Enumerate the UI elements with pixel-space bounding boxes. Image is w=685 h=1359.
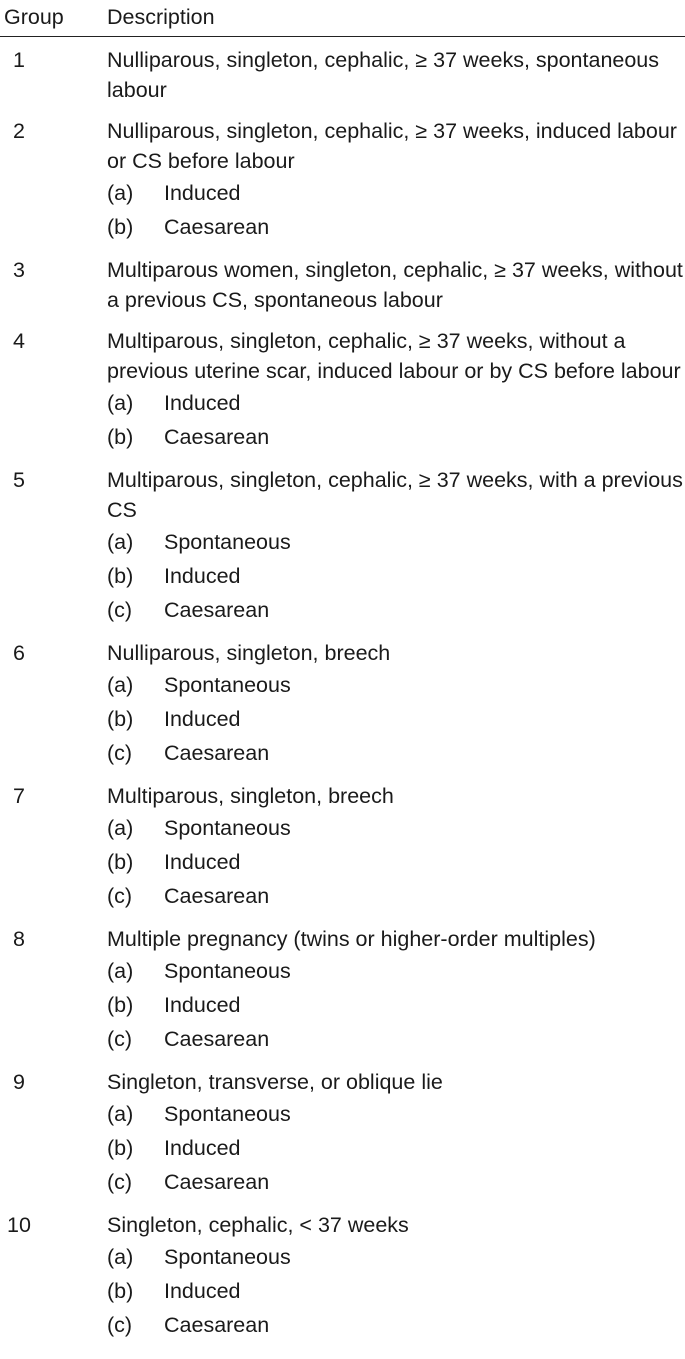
subgroup-label: Caesarean xyxy=(164,1170,270,1194)
subgroup-item xyxy=(107,879,683,913)
subgroup-item xyxy=(107,1308,683,1342)
table-row xyxy=(0,1067,685,1199)
group-number: 3 xyxy=(13,258,25,282)
subgroup-label: Spontaneous xyxy=(164,816,291,840)
subgroup-label: Induced xyxy=(164,564,241,588)
subgroup-label: Spontaneous xyxy=(164,530,291,554)
group-description: Nulliparous, singleton, cephalic, ≥ 37 weeks, spontaneous labour xyxy=(107,48,660,102)
group-description: Multiparous, singleton, breech xyxy=(107,784,394,808)
subgroup-label: Induced xyxy=(164,707,241,731)
group-description: Singleton, cephalic, < 37 weeks xyxy=(107,1213,409,1237)
table-row xyxy=(0,781,685,913)
subgroup-item xyxy=(107,736,683,770)
group-number: 2 xyxy=(13,119,25,143)
table-row xyxy=(0,255,685,315)
subgroup-letter: (a) xyxy=(107,959,134,983)
subgroup-letter: (a) xyxy=(107,1245,134,1269)
subgroup-letter: (c) xyxy=(107,1313,133,1337)
table-row xyxy=(0,45,685,105)
table-row xyxy=(0,326,685,454)
subgroup-letter: (a) xyxy=(107,816,134,840)
subgroup-item xyxy=(107,811,683,845)
subgroup-item xyxy=(107,954,683,988)
group-number: 6 xyxy=(13,641,25,665)
subgroup-label: Caesarean xyxy=(164,884,270,908)
group-column-header: Group xyxy=(4,5,64,29)
subgroup-label: Induced xyxy=(164,850,241,874)
group-description: Nulliparous, singleton, cephalic, ≥ 37 weeks, induced labour or CS before labour xyxy=(107,119,677,173)
subgroup-label: Induced xyxy=(164,181,241,205)
subgroup-label: Caesarean xyxy=(164,1313,270,1337)
subgroup-item xyxy=(107,845,683,879)
subgroup-item xyxy=(107,1240,683,1274)
group-description: Singleton, transverse, or oblique lie xyxy=(107,1070,443,1094)
subgroup-item xyxy=(107,176,683,210)
subgroup-letter: (c) xyxy=(107,1170,133,1194)
subgroup-letter: (b) xyxy=(107,993,134,1017)
subgroup-letter: (c) xyxy=(107,741,133,765)
group-number: 4 xyxy=(13,329,25,353)
subgroup-item xyxy=(107,1274,683,1308)
subgroup-letter: (b) xyxy=(107,707,134,731)
subgroup-item xyxy=(107,1097,683,1131)
subgroup-item xyxy=(107,988,683,1022)
group-description: Multiparous, singleton, cephalic, ≥ 37 weeks, with a previous CS xyxy=(107,468,683,522)
subgroup-item xyxy=(107,1165,683,1199)
subgroup-label: Spontaneous xyxy=(164,673,291,697)
table-row xyxy=(0,924,685,1056)
subgroup-letter: (b) xyxy=(107,425,134,449)
subgroup-label: Spontaneous xyxy=(164,1245,291,1269)
subgroup-item xyxy=(107,420,683,454)
subgroup-label: Caesarean xyxy=(164,598,270,622)
subgroup-item xyxy=(107,1131,683,1165)
subgroup-letter: (b) xyxy=(107,1136,134,1160)
group-description: Nulliparous, singleton, breech xyxy=(107,641,391,665)
table-header xyxy=(0,0,685,37)
table-body xyxy=(0,45,685,1342)
subgroup-label: Caesarean xyxy=(164,1027,270,1051)
subgroup-item xyxy=(107,386,683,420)
subgroup-label: Caesarean xyxy=(164,215,270,239)
subgroup-item xyxy=(107,1022,683,1056)
subgroup-label: Induced xyxy=(164,993,241,1017)
subgroup-label: Spontaneous xyxy=(164,1102,291,1126)
table-row xyxy=(0,465,685,627)
subgroup-item xyxy=(107,559,683,593)
subgroup-letter: (a) xyxy=(107,1102,134,1126)
subgroup-letter: (b) xyxy=(107,1279,134,1303)
group-number: 10 xyxy=(7,1213,31,1237)
table-row xyxy=(0,1210,685,1342)
description-column-header: Description xyxy=(107,5,215,29)
subgroup-item xyxy=(107,593,683,627)
subgroup-letter: (c) xyxy=(107,884,133,908)
group-number: 8 xyxy=(13,927,25,951)
group-number: 7 xyxy=(13,784,25,808)
group-number: 1 xyxy=(13,48,25,72)
group-number: 5 xyxy=(13,468,25,492)
subgroup-letter: (a) xyxy=(107,391,134,415)
group-number: 9 xyxy=(13,1070,25,1094)
subgroup-item xyxy=(107,702,683,736)
table-row xyxy=(0,638,685,770)
subgroup-label: Caesarean xyxy=(164,425,270,449)
group-description: Multiparous women, singleton, cephalic, ≥ 37 weeks, without a previous CS, spontaneous labour xyxy=(107,258,683,312)
subgroup-letter: (a) xyxy=(107,673,134,697)
subgroup-letter: (b) xyxy=(107,850,134,874)
subgroup-label: Caesarean xyxy=(164,741,270,765)
subgroup-item xyxy=(107,210,683,244)
subgroup-label: Induced xyxy=(164,391,241,415)
subgroup-letter: (b) xyxy=(107,564,134,588)
subgroup-label: Induced xyxy=(164,1279,241,1303)
subgroup-item xyxy=(107,668,683,702)
group-description: Multiple pregnancy (twins or higher-order multiples) xyxy=(107,927,596,951)
subgroup-label: Induced xyxy=(164,1136,241,1160)
table-row xyxy=(0,116,685,244)
subgroup-letter: (c) xyxy=(107,1027,133,1051)
subgroup-letter: (a) xyxy=(107,530,134,554)
subgroup-letter: (a) xyxy=(107,181,134,205)
subgroup-letter: (c) xyxy=(107,598,133,622)
subgroup-item xyxy=(107,525,683,559)
subgroup-label: Spontaneous xyxy=(164,959,291,983)
group-description: Multiparous, singleton, cephalic, ≥ 37 weeks, without a previous uterine scar, induced labour or by CS before labour xyxy=(107,329,681,383)
subgroup-letter: (b) xyxy=(107,215,134,239)
